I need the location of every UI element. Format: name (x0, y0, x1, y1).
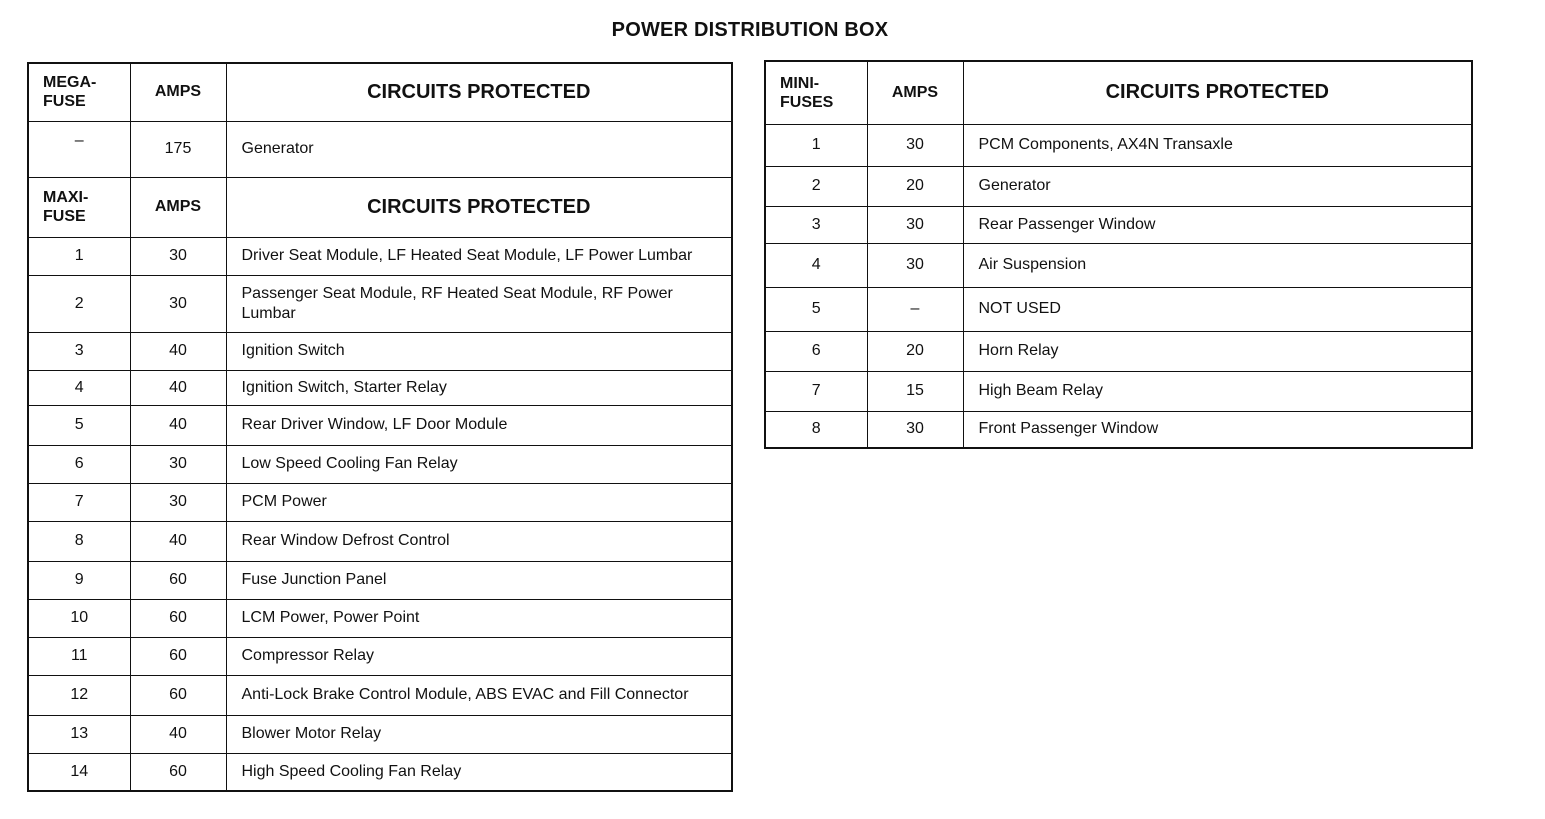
fuse-amps: 30 (867, 124, 963, 166)
mega-fuse-header-row (28, 63, 732, 121)
fuse-number: 2 (765, 166, 867, 206)
maxi-fuse-row (28, 637, 732, 675)
fuse-amps: 30 (130, 483, 226, 521)
fuse-circuit: Ignition Switch, Starter Relay (226, 370, 732, 405)
fuse-amps: 20 (867, 331, 963, 371)
maxi-fuse-row (28, 275, 732, 332)
fuse-circuit: Anti-Lock Brake Control Module, ABS EVAC and Fill Connector (226, 675, 732, 715)
mini-fuse-column-header: MINI-FUSES (765, 61, 867, 124)
fuse-amps: 20 (867, 166, 963, 206)
fuse-circuit: Rear Passenger Window (963, 206, 1472, 243)
mini-fuse-row (765, 206, 1472, 243)
fuse-circuit: Driver Seat Module, LF Heated Seat Module, LF Power Lumbar (226, 237, 732, 275)
fuse-circuit: Generator (963, 166, 1472, 206)
fuse-number: 6 (28, 445, 130, 483)
fuse-amps: 175 (130, 121, 226, 177)
fuse-circuit: Low Speed Cooling Fan Relay (226, 445, 732, 483)
fuse-number: 2 (28, 275, 130, 332)
maxi-fuse-header-row (28, 177, 732, 237)
maxi-fuse-row (28, 561, 732, 599)
mini-fuse-amps-header: AMPS (867, 61, 963, 124)
fuse-circuit: PCM Power (226, 483, 732, 521)
fuse-circuit: High Speed Cooling Fan Relay (226, 753, 732, 791)
fuse-amps: 60 (130, 561, 226, 599)
fuse-amps: 30 (867, 206, 963, 243)
fuse-amps: 40 (130, 405, 226, 445)
fuse-number: 11 (28, 637, 130, 675)
maxi-fuse-circuits-header: CIRCUITS PROTECTED (226, 177, 732, 237)
mini-fuse-header-row (765, 61, 1472, 124)
fuse-circuit: Generator (226, 121, 732, 177)
fuse-number: 3 (28, 332, 130, 370)
fuse-circuit: PCM Components, AX4N Transaxle (963, 124, 1472, 166)
mega-fuse-row (28, 121, 732, 177)
fuse-circuit: High Beam Relay (963, 371, 1472, 411)
maxi-fuse-row (28, 715, 732, 753)
maxi-fuse-row (28, 599, 732, 637)
fuse-amps: 40 (130, 370, 226, 405)
fuse-number: 6 (765, 331, 867, 371)
mega-fuse-amps-header: AMPS (130, 63, 226, 121)
mini-fuse-row (765, 411, 1472, 448)
fuse-number: 10 (28, 599, 130, 637)
fuse-circuit: NOT USED (963, 287, 1472, 331)
fuse-amps: 30 (130, 237, 226, 275)
maxi-fuse-row (28, 483, 732, 521)
fuse-number: 1 (765, 124, 867, 166)
fuse-number: 4 (765, 243, 867, 287)
fuse-number: 4 (28, 370, 130, 405)
maxi-fuse-row (28, 753, 732, 791)
fuse-amps: 40 (130, 332, 226, 370)
mega-fuse-column-header: MEGA-FUSE (28, 63, 130, 121)
fuse-number: 5 (28, 405, 130, 445)
fuse-amps: 40 (130, 715, 226, 753)
maxi-fuse-column-header: MAXI-FUSE (28, 177, 130, 237)
fuse-number: 3 (765, 206, 867, 243)
fuse-number: 9 (28, 561, 130, 599)
fuse-number: 7 (765, 371, 867, 411)
mini-fuse-row (765, 166, 1472, 206)
maxi-fuse-row (28, 370, 732, 405)
fuse-circuit: Passenger Seat Module, RF Heated Seat Module, RF Power Lumbar (226, 275, 732, 332)
fuse-amps: 30 (130, 445, 226, 483)
mini-fuse-row (765, 287, 1472, 331)
maxi-fuse-row (28, 405, 732, 445)
fuse-amps: 60 (130, 599, 226, 637)
fuse-amps: 40 (130, 521, 226, 561)
fuse-number: 1 (28, 237, 130, 275)
fuse-number: 12 (28, 675, 130, 715)
maxi-fuse-row (28, 237, 732, 275)
mini-fuse-circuits-header: CIRCUITS PROTECTED (963, 61, 1472, 124)
fuse-circuit: LCM Power, Power Point (226, 599, 732, 637)
maxi-fuse-row (28, 445, 732, 483)
fuse-amps: – (867, 287, 963, 331)
fuse-circuit: Horn Relay (963, 331, 1472, 371)
fuse-circuit: Front Passenger Window (963, 411, 1472, 448)
maxi-fuse-amps-header: AMPS (130, 177, 226, 237)
maxi-fuse-row (28, 332, 732, 370)
fuse-amps: 60 (130, 637, 226, 675)
fuse-number: 7 (28, 483, 130, 521)
mini-fuse-row (765, 331, 1472, 371)
fuse-number: 14 (28, 753, 130, 791)
fuse-amps: 30 (867, 243, 963, 287)
fuse-number: – (28, 121, 130, 177)
fuse-circuit: Blower Motor Relay (226, 715, 732, 753)
mega-maxi-fuse-table (27, 62, 733, 792)
fuse-circuit: Fuse Junction Panel (226, 561, 732, 599)
fuse-number: 13 (28, 715, 130, 753)
fuse-circuit: Rear Driver Window, LF Door Module (226, 405, 732, 445)
maxi-fuse-row (28, 675, 732, 715)
fuse-amps: 30 (130, 275, 226, 332)
fuse-circuit: Rear Window Defrost Control (226, 521, 732, 561)
fuse-amps: 30 (867, 411, 963, 448)
fuse-amps: 60 (130, 675, 226, 715)
fuse-amps: 15 (867, 371, 963, 411)
fuse-number: 5 (765, 287, 867, 331)
mini-fuse-table (764, 60, 1473, 449)
fuse-amps: 60 (130, 753, 226, 791)
maxi-fuse-row (28, 521, 732, 561)
fuse-number: 8 (28, 521, 130, 561)
fuse-circuit: Ignition Switch (226, 332, 732, 370)
fuse-circuit: Compressor Relay (226, 637, 732, 675)
mega-fuse-circuits-header: CIRCUITS PROTECTED (226, 63, 732, 121)
mini-fuse-row (765, 371, 1472, 411)
fuse-number: 8 (765, 411, 867, 448)
page-title: POWER DISTRIBUTION BOX (611, 19, 889, 41)
fuse-circuit: Air Suspension (963, 243, 1472, 287)
mini-fuse-row (765, 124, 1472, 166)
mini-fuse-row (765, 243, 1472, 287)
